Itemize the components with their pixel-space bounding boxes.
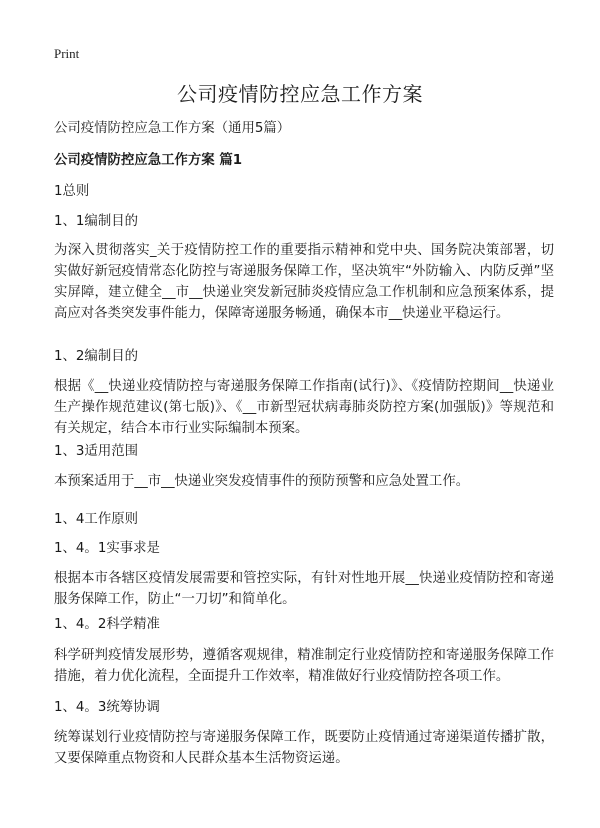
document-subtitle: 公司疫情防控应急工作方案（通用5篇） <box>54 121 291 136</box>
paragraph-1-2: 根据《__快递业疫情防控与寄递服务保障工作指南(试行)》、《疫情防控期间__快递业生产操作规范建议(第七版)》、《__市新型冠状病毒肺炎防控方案(加强版)》等规范和有关规定，结合本市行业实际编制本预案。 <box>54 379 554 436</box>
heading-general: 1总则 <box>54 184 90 199</box>
section-heading: 公司疫情防控应急工作方案 篇1 <box>54 153 243 168</box>
heading-1-2: 1、2编制目的 <box>54 349 138 364</box>
heading-1-3: 1、3适用范围 <box>54 444 138 459</box>
heading-1-1: 1、1编制目的 <box>54 214 138 229</box>
heading-1-4-1: 1、4。1实事求是 <box>54 541 160 556</box>
print-label[interactable]: Print <box>54 46 80 61</box>
paragraph-1-4-3: 统筹谋划行业疫情防控与寄递服务保障工作，既要防止疫情通过寄递渠道传播扩散，又要保障重点物资和人民群众基本生活物资运递。 <box>54 730 554 766</box>
paragraph-1-4-2: 科学研判疫情发展形势，遵循客观规律，精准制定行业疫情防控和寄递服务保障工作措施，着力优化流程，全面提升工作效率，精准做好行业疫情防控各项工作。 <box>54 648 554 684</box>
heading-1-4: 1、4工作原则 <box>54 512 138 527</box>
heading-1-4-3: 1、4。3统筹协调 <box>54 700 160 715</box>
heading-1-4-2: 1、4。2科学精准 <box>54 617 160 632</box>
paragraph-1-4-1: 根据本市各辖区疫情发展需要和管控实际，有针对性地开展__快递业疫情防控和寄递服务保障工作，防止“一刀切”和简单化。 <box>54 571 554 607</box>
paragraph-1-1: 为深入贯彻落实_关于疫情防控工作的重要指示精神和党中央、国务院决策部署，切实做好新冠疫情常态化防控与寄递服务保障工作，坚决筑牢“外防输入、内防反弹”坚实屏障，建立健全__市__快递业突发新冠肺炎疫情应急工作机制和应急预案体系，提高应对各类突发事件能力，保障寄递服务畅通，确保本市__快递业平稳运行。 <box>54 243 554 321</box>
document-title: 公司疫情防控应急工作方案 <box>177 82 423 106</box>
paragraph-1-3: 本预案适用于__市__快递业突发疫情事件的预防预警和应急处置工作。 <box>54 474 470 489</box>
